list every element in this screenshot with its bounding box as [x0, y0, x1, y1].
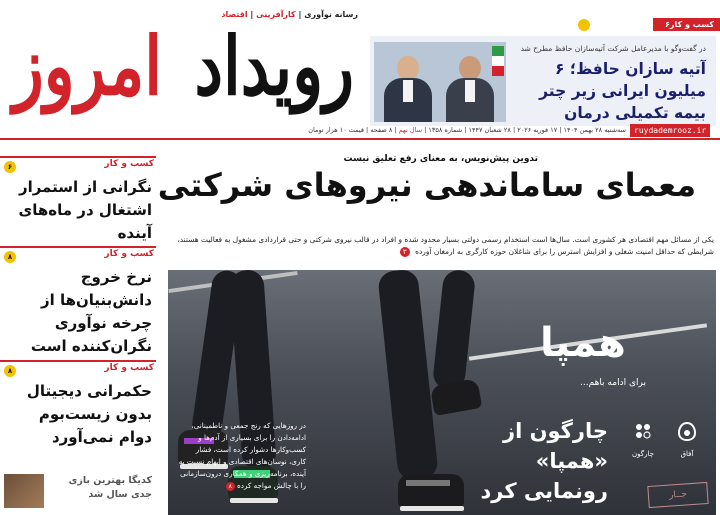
- person-photo: [382, 56, 434, 122]
- story-kicker: کسب و کار: [104, 159, 154, 169]
- ad-body-text: در روزهایی که رنج جمعی و ناطمینانی، ادامه‌دادن را برای بسیاری از آدم‌ها و کسب‌وکارها دشوار کرده است، فشار کاری، نوسان‌های اقتصادی و ابهام نسبت به آینده، برنامه‌ریزی و همکاری درون‌سازمانی را با چالش مواجه کرده ۸: [178, 421, 306, 490]
- story-title[interactable]: حکمرانی دیجیتال بدون زیست‌بوم دوام نمی‌آورد: [26, 382, 152, 446]
- hampa-brand-logo: همپا: [540, 320, 626, 366]
- page-number-badge: ۳: [400, 247, 410, 257]
- lead-story-summary: یکی از مسائل مهم اقتصادی هر کشوری است. سال‌ها است استخدام رسمی دولتی بسیار محدود شده و افراد در قالب نیروی شرکتی و حتی قراردادی مشغول به فعالیت هستند، شرایطی که حداقل امنیت شغلی و افزایش استرس را برای شاغلان حوزه کارگری به ارمغان آورده ۳: [177, 235, 714, 256]
- story-kicker: کسب و کار: [104, 249, 154, 259]
- chargoon-logo-icon: [632, 420, 654, 442]
- page-number-badge: ۶: [4, 161, 16, 173]
- newspaper-logo[interactable]: [0, 18, 362, 138]
- promo-subtitle: در گفت‌وگو با مدیرعامل شرکت آتیه‌سازان حافظ مطرح شد: [520, 44, 706, 53]
- promo-headline[interactable]: آتیه سازان حافظ؛ ۶ میلیون ایرانی زیر چتر بیمه تکمیلی درمان: [539, 60, 706, 122]
- sidebar-teaser[interactable]: [0, 472, 156, 512]
- lead-story-kicker: تدوین پیش‌نویس، به معنای رفع تعلیق نیست: [343, 154, 538, 164]
- story-kicker: کسب و کار: [104, 363, 154, 373]
- decorative-dot-icon: [578, 19, 590, 31]
- hampa-tagline: برای ادامه باهم...: [580, 378, 646, 388]
- site-url-link[interactable]: ruydademrooz.ir: [630, 124, 710, 137]
- afagh-logo-icon: [676, 420, 698, 442]
- logo-word-black: رویداد: [194, 20, 354, 114]
- sidebar-story[interactable]: [0, 360, 156, 460]
- lead-story-headline[interactable]: معمای ساماندهی نیروهای شرکتی: [157, 166, 696, 204]
- page-number-badge: ۸: [4, 365, 16, 377]
- lead-story: [157, 144, 720, 515]
- ad-headline[interactable]: چارگون از «همپا» رونمایی کرد: [480, 419, 608, 503]
- promo-box[interactable]: [370, 36, 716, 126]
- story-title[interactable]: نرخ خروج دانش‌بنیان‌ها از چرخه نوآوری نگران‌کننده است: [30, 268, 152, 355]
- sidebar-news-column: [0, 144, 160, 515]
- masthead-promo-area: [366, 14, 720, 126]
- teaser-thumbnail: [4, 474, 44, 508]
- masthead-divider: [0, 138, 720, 140]
- masthead: [0, 0, 720, 140]
- page-number-badge: ۸: [226, 482, 235, 491]
- sponsor-logos: [626, 420, 706, 490]
- masthead-kicker: کسب و کار۶: [653, 18, 720, 31]
- story-title[interactable]: نگرانی از استمرار اشتغال در ماه‌های آینده: [18, 178, 152, 242]
- ad-photo[interactable]: [168, 270, 716, 515]
- promo-photo: [374, 42, 506, 122]
- logo-tagline: رسانه نوآوری | کارآفرینی | اقتصاد: [221, 10, 358, 19]
- chargoon-logo: چارگون: [626, 420, 660, 458]
- person-photo: [444, 56, 496, 122]
- logo-word-red: امروز: [12, 20, 162, 114]
- afagh-logo: آفاق: [670, 420, 704, 458]
- sidebar-story[interactable]: [0, 156, 156, 246]
- dateline: سه‌شنبه ۲۸ بهمن ۱۴۰۴ | ۱۷ فوریه ۲۰۲۶ | ۲۸ شعبان ۱۴۴۷ | شماره ۱۳۵۸ | سال نهم | ۸ صفحه | قیمت ۱۰ هزار تومان: [308, 126, 626, 134]
- teaser-text[interactable]: کدیگا بهترین بازی جدی سال شد: [68, 475, 152, 500]
- page-number-badge: ۸: [4, 251, 16, 263]
- watermark-stamp: جــار: [647, 482, 708, 508]
- sidebar-story[interactable]: [0, 246, 156, 358]
